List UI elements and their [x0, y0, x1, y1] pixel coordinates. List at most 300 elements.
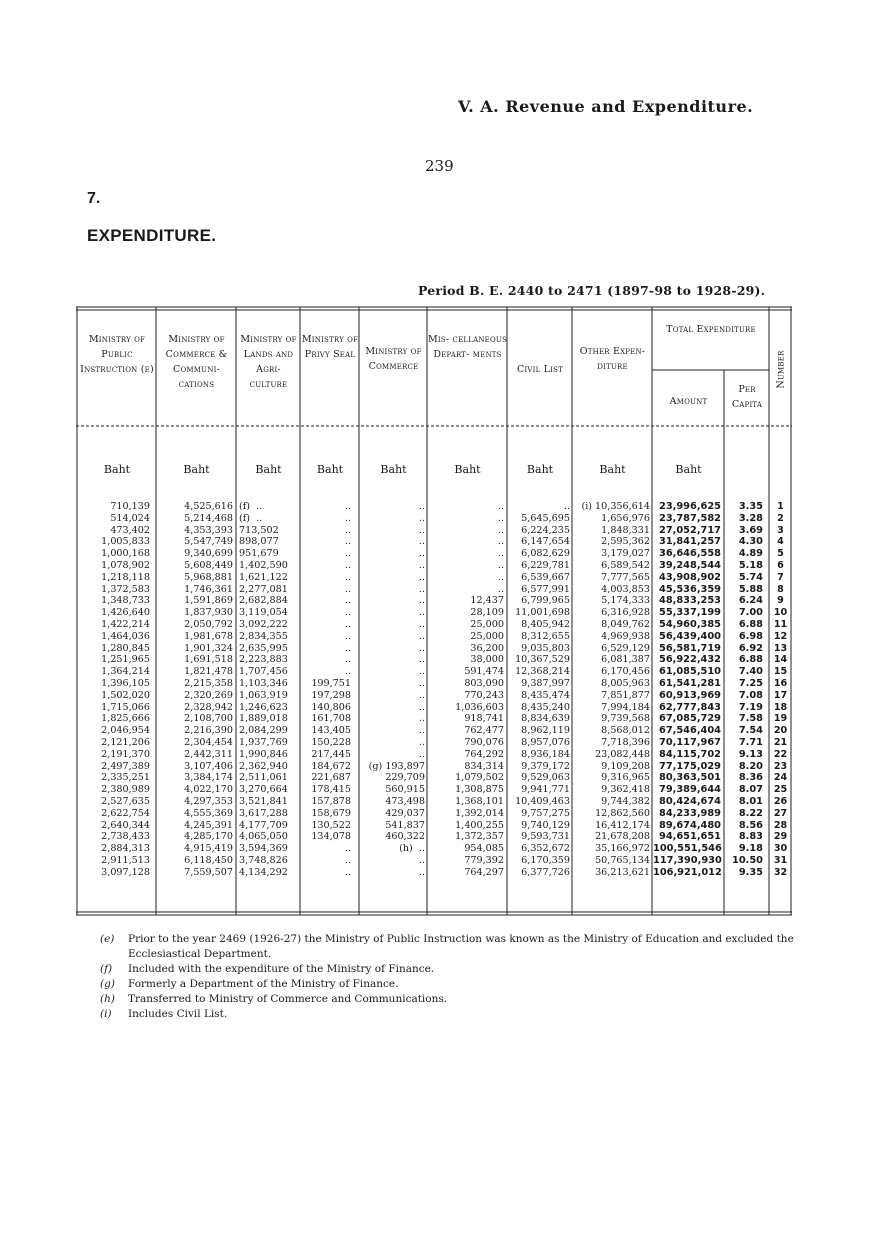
table-cell: 9.13 — [738, 748, 763, 760]
table-cell: 6.92 — [738, 642, 763, 654]
table-cell: 9,109,208 — [601, 760, 650, 772]
table-cell: .. — [418, 618, 425, 630]
table-cell: 2,511,061 — [239, 772, 288, 784]
table-cell: 8,957,076 — [521, 736, 570, 748]
table-cell: 8.36 — [738, 772, 763, 784]
table-cell: 80,424,674 — [659, 795, 721, 807]
table-cell: 106,921,012 — [653, 866, 722, 878]
table-cell: 2,884,313 — [101, 843, 150, 855]
table-cell: 5,645,695 — [521, 512, 570, 524]
table-cell: 1,821,478 — [184, 666, 233, 678]
table-cell: 790,076 — [464, 736, 504, 748]
table-cell: .. — [497, 548, 504, 560]
table-cell: 2,640,344 — [101, 819, 150, 831]
table-cell: 1,218,118 — [101, 571, 150, 583]
table-cell: 84,233,989 — [659, 807, 721, 819]
table-cell: 6,539,667 — [521, 571, 570, 583]
table-cell: 12,368,214 — [515, 666, 570, 678]
table-cell: 8,936,184 — [521, 748, 570, 760]
table-cell: 834,314 — [464, 760, 504, 772]
table-cell: 1,368,101 — [455, 795, 504, 807]
table-cell: 22 — [773, 748, 788, 760]
table-cell: 1 — [777, 501, 784, 512]
table-cell: 89,674,480 — [659, 819, 721, 831]
table-cell: 2,527,635 — [101, 795, 150, 807]
table-cell: 6.88 — [738, 654, 763, 666]
table-cell: 7,851,877 — [601, 689, 650, 701]
table-cell: 2 — [777, 512, 784, 524]
table-cell: 803,090 — [464, 677, 504, 689]
table-cell: 27 — [773, 807, 788, 819]
table-cell: 9,941,771 — [521, 784, 570, 796]
table-cell: 36,200 — [470, 642, 504, 654]
table-cell: 8,312,655 — [521, 630, 570, 642]
table-cell: 31 — [773, 854, 788, 866]
table-cell: 6.24 — [738, 595, 763, 607]
table-cell: 473,402 — [110, 524, 150, 536]
table-cell: 7,718,396 — [601, 736, 650, 748]
table-cell: 429,037 — [385, 807, 425, 819]
table-cell: 4,177,709 — [239, 819, 288, 831]
table-cell: 2,277,081 — [239, 583, 288, 595]
table-cell: 9,340,699 — [184, 548, 233, 560]
table-cell: 9,316,965 — [601, 772, 650, 784]
table-cell: 28,109 — [470, 607, 504, 619]
table-cell: 9 — [777, 595, 784, 607]
table-cell: .. — [344, 595, 351, 607]
table-cell: 197,298 — [311, 689, 351, 701]
footnote — [100, 1007, 820, 1022]
table-cell: 8.83 — [738, 831, 763, 843]
table-cell: 117,390,930 — [653, 854, 722, 866]
table-cell: 4,065,050 — [239, 831, 288, 843]
table-cell: 9,744,382 — [601, 795, 650, 807]
table-cell: 16 — [773, 677, 788, 689]
table-cell: 1,656,976 — [601, 512, 650, 524]
table-cell: 29 — [773, 831, 788, 843]
table-cell: .. — [344, 512, 351, 524]
table-cell: 8.56 — [738, 819, 763, 831]
table-cell: 3,594,369 — [239, 843, 288, 855]
table-cell: 1,901,324 — [184, 642, 233, 654]
table-cell: 8,005,963 — [601, 677, 650, 689]
footnote — [100, 992, 820, 1007]
table-cell: 7.54 — [738, 725, 763, 737]
table-cell: .. — [418, 583, 425, 595]
table-cell: 10,367,529 — [515, 654, 570, 666]
table-cell: 67,085,729 — [659, 713, 721, 725]
table-cell: 184,672 — [311, 760, 351, 772]
table-cell: 7.58 — [738, 713, 763, 725]
table-cell: 178,415 — [311, 784, 351, 796]
unit-label: Baht — [103, 463, 131, 476]
table-cell: 8,962,119 — [521, 725, 570, 737]
table-cell: 26 — [773, 795, 788, 807]
table-cell: 23,082,448 — [595, 748, 650, 760]
table-cell: 1,402,590 — [239, 559, 288, 571]
table-cell: 460,322 — [385, 831, 425, 843]
table-cell: 8.07 — [738, 784, 763, 796]
table-cell: .. — [418, 725, 425, 737]
table-cell: 9,593,731 — [521, 831, 570, 843]
table-cell: 6,352,672 — [521, 843, 570, 855]
table-cell: 6 — [777, 559, 784, 571]
column-commerce-communications — [157, 501, 233, 879]
table-cell: 24 — [773, 772, 788, 784]
table-cell: 8,435,240 — [521, 701, 570, 713]
table-cell: .. — [344, 583, 351, 595]
table-cell: 2,497,389 — [101, 760, 150, 772]
table-cell: 199,751 — [311, 677, 351, 689]
table-cell: 1,036,603 — [455, 701, 504, 713]
table-cell: .. — [418, 866, 425, 878]
table-cell: 25,000 — [470, 630, 504, 642]
table-cell: 67,546,404 — [659, 725, 721, 737]
table-cell: .. — [344, 524, 351, 536]
table-cell: 14 — [773, 654, 788, 666]
table-cell: 2,121,206 — [101, 736, 150, 748]
table-cell: .. — [418, 595, 425, 607]
table-cell: .. — [418, 736, 425, 748]
table-cell: 4,134,292 — [239, 866, 288, 878]
table-cell: 9,035,803 — [521, 642, 570, 654]
table-cell: 1,707,456 — [239, 666, 288, 678]
header-number: Number — [775, 350, 787, 389]
table-cell: 12,862,560 — [595, 807, 650, 819]
table-cell: 6,170,456 — [601, 666, 650, 678]
column-misc-departments — [428, 501, 504, 879]
footnote-text: Includes Civil List. — [128, 1008, 228, 1020]
table-cell: 6,589,542 — [601, 559, 650, 571]
table-cell: 12 — [773, 630, 788, 642]
table-cell: 1,715,066 — [101, 701, 150, 713]
table-cell: 770,243 — [464, 689, 504, 701]
header-total-expenditure: Total Expenditure — [666, 324, 756, 335]
table-cell: 3 — [777, 524, 784, 536]
table-cell: 23,996,625 — [659, 501, 721, 512]
table-cell: 1,308,875 — [455, 784, 504, 796]
table-cell: 61,085,510 — [659, 666, 721, 678]
table-cell: 6,577,991 — [521, 583, 570, 595]
table-cell: 217,445 — [311, 748, 351, 760]
footnotes — [100, 932, 820, 1022]
footnote-mark: (e) — [100, 933, 115, 945]
table-cell: 157,878 — [311, 795, 351, 807]
table-cell: 7.25 — [738, 677, 763, 689]
table-cell: 1,621,122 — [239, 571, 288, 583]
page-number: 239 — [425, 157, 454, 175]
table-cell: 35,166,972 — [595, 843, 650, 855]
table-cell: 2,682,884 — [239, 595, 288, 607]
table-cell: 1,502,020 — [101, 689, 150, 701]
table-title: EXPENDITURE. — [87, 226, 217, 245]
table-cell: 9,757,275 — [521, 807, 570, 819]
table-cell: .. — [497, 524, 504, 536]
table-cell: .. — [418, 571, 425, 583]
table-cell: 4.30 — [738, 536, 763, 548]
table-cell: 713,502 — [239, 524, 279, 536]
table-cell: 1,422,214 — [101, 618, 150, 630]
table-cell: 8,405,942 — [521, 618, 570, 630]
unit-label: Baht — [599, 463, 626, 476]
table-cell: 11 — [773, 618, 788, 630]
table-cell: 158,679 — [311, 807, 351, 819]
table-cell: 45,536,359 — [659, 583, 721, 595]
header-commerce: Ministry of Commerce — [365, 346, 422, 372]
table-cell: 27,052,717 — [659, 524, 721, 536]
table-cell: .. — [344, 854, 351, 866]
table-cell: 779,392 — [464, 854, 504, 866]
table-cell: .. — [344, 654, 351, 666]
table-cell: .. — [418, 654, 425, 666]
table-cell: 38,000 — [470, 654, 504, 666]
header-civil-list: Civil List — [516, 364, 564, 375]
column-row-number — [770, 501, 791, 879]
table-cell: 1,372,583 — [101, 583, 150, 595]
table-cell: 541,837 — [385, 819, 425, 831]
table-cell: 5,174,333 — [601, 595, 650, 607]
table-cell: (i) 10,356,614 — [581, 501, 650, 512]
table-cell: 2,320,269 — [184, 689, 233, 701]
table-cell: 1,825,666 — [101, 713, 150, 725]
table-cell: 8.20 — [738, 760, 763, 772]
table-cell: 2,046,954 — [101, 725, 150, 737]
table-cell: 48,833,253 — [659, 595, 721, 607]
table-cell: 2,738,433 — [101, 831, 150, 843]
table-cell: 3,107,406 — [184, 760, 233, 772]
table-cell: 6.88 — [738, 618, 763, 630]
footnote-text: Included with the expenditure of the Ministry of Finance. — [128, 963, 435, 975]
table-cell: .. — [344, 536, 351, 548]
table-cell: .. — [418, 607, 425, 619]
table-cell: 30 — [773, 843, 788, 855]
table-cell: 1,396,105 — [101, 677, 150, 689]
table-cell: 6,170,359 — [521, 854, 570, 866]
table-cell: 23 — [773, 760, 788, 772]
table-cell: 2,335,251 — [101, 772, 150, 784]
table-cell: 3,521,841 — [239, 795, 288, 807]
table-cell: 4,915,419 — [184, 843, 233, 855]
table-cell: .. — [344, 548, 351, 560]
table-cell: .. — [418, 548, 425, 560]
unit-label: Baht — [255, 463, 282, 476]
column-total-amount — [653, 501, 721, 879]
table-cell: 32 — [773, 866, 788, 878]
table-cell: 8.01 — [738, 795, 763, 807]
table-cell: .. — [418, 559, 425, 571]
table-cell: 2,050,792 — [184, 618, 233, 630]
table-cell: 43,908,902 — [659, 571, 721, 583]
table-cell: 21 — [773, 736, 788, 748]
table-cell: 6,081,387 — [601, 654, 650, 666]
table-cell: 62,777,843 — [659, 701, 721, 713]
table-cell: 80,363,501 — [659, 772, 721, 784]
table-cell: 60,913,969 — [659, 689, 721, 701]
table-cell: 2,191,370 — [101, 748, 150, 760]
table-cell: 4,555,369 — [184, 807, 233, 819]
header-commerce-communications: Ministry of Commerce & Communi- cations — [165, 334, 228, 390]
table-cell: 12,437 — [470, 595, 504, 607]
table-cell: 6,224,235 — [521, 524, 570, 536]
table-cell: (g) 193,897 — [368, 760, 425, 772]
table-cell: 2,108,700 — [184, 713, 233, 725]
table-cell: 2,223,883 — [239, 654, 288, 666]
table-cell: 8 — [777, 583, 784, 595]
table-cell: 3,119,054 — [239, 607, 288, 619]
table-cell: .. — [497, 536, 504, 548]
footnote — [100, 962, 820, 977]
table-cell: 8,568,012 — [601, 725, 650, 737]
table-cell: 1,251,965 — [101, 654, 150, 666]
table-cell: 1,000,168 — [101, 548, 150, 560]
table-cell: 100,551,546 — [653, 843, 722, 855]
table-cell: 2,084,299 — [239, 725, 288, 737]
table-cell: 764,292 — [464, 748, 504, 760]
table-cell: 8,049,762 — [601, 618, 650, 630]
table-cell: 7.19 — [738, 701, 763, 713]
table-cell: 9,379,172 — [521, 760, 570, 772]
table-cell: 918,741 — [464, 713, 504, 725]
table-cell: .. — [497, 512, 504, 524]
table-cell: 954,085 — [464, 843, 504, 855]
unit-label: Baht — [183, 463, 210, 476]
table-cell: 1,981,678 — [184, 630, 233, 642]
table-cell: 77,175,029 — [659, 760, 721, 772]
table-cell: 23,787,582 — [659, 512, 721, 524]
table-cell: 5,608,449 — [184, 559, 233, 571]
table-cell: 3,097,128 — [101, 866, 150, 878]
table-cell: .. — [344, 607, 351, 619]
header-amount: Amount — [669, 396, 708, 407]
table-cell: 1,280,845 — [101, 642, 150, 654]
unit-label: Baht — [454, 463, 481, 476]
table-cell: 7,559,507 — [184, 866, 233, 878]
footnote-text: Prior to the year 2469 (1926-27) the Ministry of Public Instruction was known as the Ministry of Education and excluded the Ecclesiastical Department. — [128, 933, 794, 960]
table-cell: 6,118,450 — [184, 854, 233, 866]
table-cell: 9,362,418 — [601, 784, 650, 796]
table-cell: .. — [344, 630, 351, 642]
table-cell: 7.71 — [738, 736, 763, 748]
table-cell: 6,377,726 — [521, 866, 570, 878]
table-cell: .. — [418, 642, 425, 654]
table-cell: 28 — [773, 819, 788, 831]
table-cell: .. — [418, 854, 425, 866]
table-cell: 9,529,063 — [521, 772, 570, 784]
column-other-expenditure — [573, 501, 650, 879]
table-cell: 134,078 — [311, 831, 351, 843]
period-caption: Period B. E. 2440 to 2471 (1897-98 to 1928-29). — [418, 283, 766, 298]
table-cell: 70,117,967 — [659, 736, 721, 748]
table-cell: .. — [418, 666, 425, 678]
table-cell: 4,022,170 — [184, 784, 233, 796]
table-cell: 7,777,565 — [601, 571, 650, 583]
column-commerce — [360, 501, 425, 879]
table-cell: 2,215,358 — [184, 677, 233, 689]
header-per-capita: Per Capita — [731, 384, 763, 410]
table-cell: 3,617,288 — [239, 807, 288, 819]
table-cell: 3,384,174 — [184, 772, 233, 784]
unit-label: Baht — [675, 463, 702, 476]
table-cell: 21,678,208 — [595, 831, 650, 843]
table-cell: 473,498 — [385, 795, 425, 807]
table-cell: 3.69 — [738, 524, 763, 536]
table-cell: .. — [418, 512, 425, 524]
table-cell: .. — [418, 501, 425, 512]
table-cell: .. — [418, 748, 425, 760]
table-cell: 4,003,853 — [601, 583, 650, 595]
table-cell: 2,911,513 — [101, 854, 150, 866]
table-cell: (f) .. — [239, 512, 263, 524]
table-cell: 1,426,640 — [101, 607, 150, 619]
table-cell: 4,245,391 — [184, 819, 233, 831]
table-cell: 9,740,129 — [521, 819, 570, 831]
table-cell: .. — [563, 501, 570, 512]
table-cell: 1,848,331 — [601, 524, 650, 536]
table-cell: (h) .. — [399, 843, 425, 855]
table-cell: 4,353,393 — [184, 524, 233, 536]
footnote-mark: (i) — [100, 1008, 112, 1020]
table-cell: 229,709 — [385, 772, 425, 784]
table-cell: 5,968,881 — [184, 571, 233, 583]
table-cell: 4,285,170 — [184, 831, 233, 843]
table-cell: 54,960,385 — [659, 618, 721, 630]
table-cell: .. — [344, 642, 351, 654]
column-civil-list — [508, 501, 570, 879]
table-cell: 560,915 — [385, 784, 425, 796]
table-cell: 1,103,346 — [239, 677, 288, 689]
table-cell: 6,147,654 — [521, 536, 570, 548]
table-cell: 2,380,989 — [101, 784, 150, 796]
table-cell: 55,337,199 — [659, 607, 721, 619]
table-cell: 9,387,997 — [521, 677, 570, 689]
table-cell: 7.08 — [738, 689, 763, 701]
table-cell: 20 — [773, 725, 788, 737]
table-cell: 15 — [773, 666, 788, 678]
table-cell: 1,372,357 — [455, 831, 504, 843]
table-cell: 7,994,184 — [601, 701, 650, 713]
table-cell: 6,082,629 — [521, 548, 570, 560]
table-cell: .. — [344, 618, 351, 630]
table-cell: 1,746,361 — [184, 583, 233, 595]
table-cell: 2,216,390 — [184, 725, 233, 737]
table-cell: 11,001,698 — [515, 607, 570, 619]
table-cell: 8,435,474 — [521, 689, 570, 701]
table-cell: 2,635,995 — [239, 642, 288, 654]
table-cell: 79,389,644 — [659, 784, 721, 796]
table-cell: 25,000 — [470, 618, 504, 630]
table-cell: 8,834,639 — [521, 713, 570, 725]
table-cell: 3,092,222 — [239, 618, 288, 630]
table-cell: 10 — [773, 607, 788, 619]
table-cell: 514,024 — [110, 512, 150, 524]
table-cell: 4,297,353 — [184, 795, 233, 807]
table-cell: 1,400,255 — [455, 819, 504, 831]
table-cell: 31,841,257 — [659, 536, 721, 548]
table-cell: 5.18 — [738, 559, 763, 571]
table-cell: 56,581,719 — [659, 642, 721, 654]
table-cell: 50,765,134 — [595, 854, 650, 866]
table-cell: .. — [418, 689, 425, 701]
table-cell: .. — [344, 866, 351, 878]
table-cell: 5,547,749 — [184, 536, 233, 548]
table-cell: 1,691,518 — [184, 654, 233, 666]
table-cell: 39,248,544 — [659, 559, 721, 571]
table-cell: 2,304,454 — [184, 736, 233, 748]
header-lands-agriculture: Ministry of Lands and Agri- culture — [240, 334, 297, 390]
table-cell: 18 — [773, 701, 788, 713]
table-cell: 5 — [777, 548, 784, 560]
table-cell: 1,591,869 — [184, 595, 233, 607]
